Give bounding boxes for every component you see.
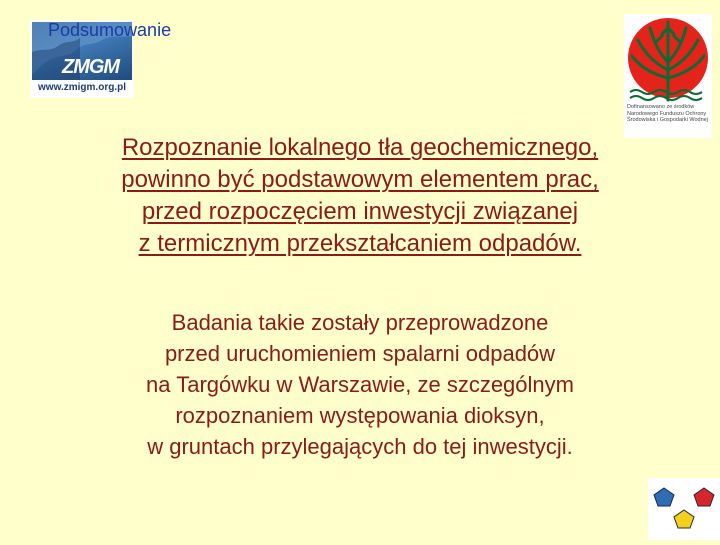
nfosigw-logo: [624, 14, 712, 138]
zmgm-url: www.zmigm.org.pl: [38, 82, 126, 93]
headline: [20, 132, 700, 260]
body-line: rozpoznaniem występowania dioksyn,: [175, 403, 545, 428]
nfosigw-caption: Dofinansowano ze środków Narodowego Funduszu Ochrony Środowiska i Gospodarki Wodnej: [627, 104, 708, 124]
headline-line: powinno być podstawowym elementem prac,: [121, 166, 599, 193]
body-paragraph: [20, 307, 700, 462]
headline-line: Rozpoznanie lokalnego tła geochemicznego,: [121, 134, 599, 161]
zmgm-brand-text: ZMGM: [62, 56, 120, 78]
headline-line: przed rozpoczęciem inwestycji związanej: [141, 198, 579, 225]
pentagons-icon: [648, 478, 720, 540]
headline-line: z termicznym przekształcaniem odpadów.: [138, 230, 582, 257]
tree-sun-emblem-icon: [624, 14, 712, 104]
body-line: w gruntach przylegających do tej inwestycji.: [147, 434, 573, 459]
page-title: Podsumowanie: [48, 20, 172, 40]
body-line: przed uruchomieniem spalarni odpadów: [164, 341, 556, 366]
body-line: Badania takie zostały przeprowadzone: [171, 310, 549, 335]
shapes-logo: [648, 478, 720, 540]
body-line: na Targówku w Warszawie, ze szczególnym: [146, 372, 574, 397]
